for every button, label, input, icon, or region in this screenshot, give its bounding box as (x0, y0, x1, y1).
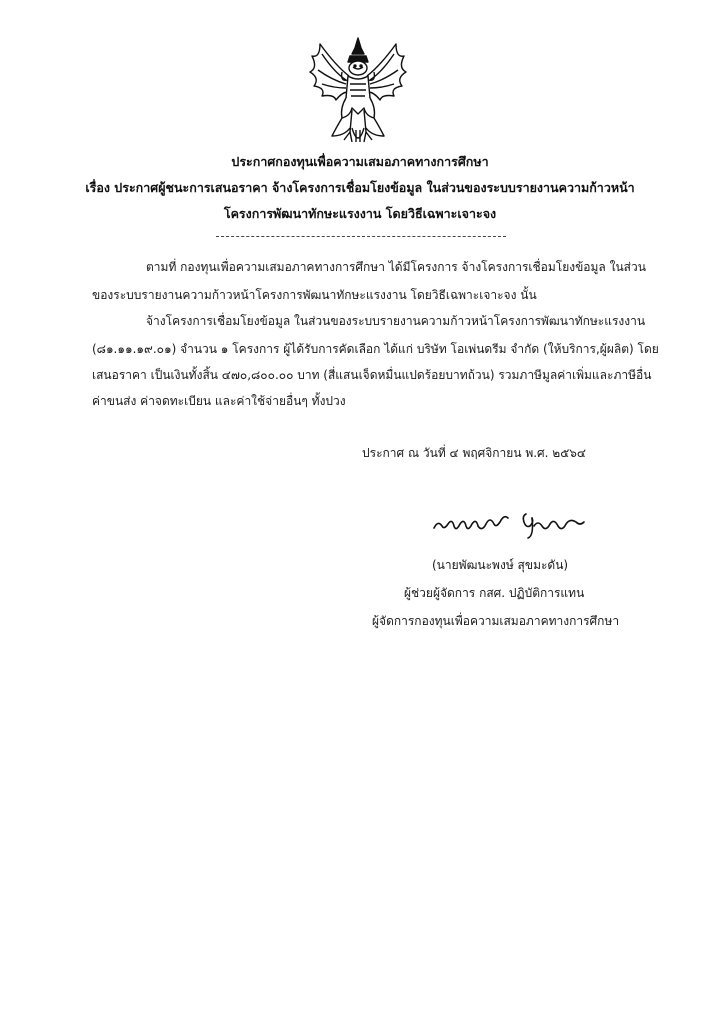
garuda-emblem-icon (306, 36, 410, 148)
handwritten-signature (430, 506, 590, 540)
paragraph-2-line-1: จ้างโครงการเชื่อมโยงข้อมูล ในส่วนของระบบรายงานความก้าวหน้าโครงการพัฒนาทักษะแรงงาน (146, 314, 646, 328)
announcement-date: ประกาศ ณ วันที่ ๔ พฤศจิกายน พ.ศ. ๒๕๖๔ (362, 446, 586, 460)
divider (216, 236, 506, 237)
paragraph-2-line-3: เสนอราคา เป็นเงินทั้งสิ้น ๔๗๐,๘๐๐.๐๐ บาท (สี่แสนเจ็ดหมื่นแปดร้อยบาทถ้วน) รวมภาษีมูลค่าเพิ่มและภาษีอื่น (92, 368, 652, 382)
announcement-subject: เรื่อง ประกาศผู้ชนะการเสนอราคา จ้างโครงการเชื่อมโยงข้อมูล ในส่วนของระบบรายงานความก้าวหน้า (85, 180, 635, 195)
paragraph-1-line-1: ตามที่ กองทุนเพื่อความเสมอภาคทางการศึกษา ได้มีโครงการ จ้างโครงการเชื่อมโยงข้อมูล ในส่วน (146, 260, 646, 274)
signatory-name: (นายพัฒนะพงษ์ สุขมะดัน) (432, 558, 569, 572)
signatory-position-line-1: ผู้ช่วยผู้จัดการ กสศ. ปฏิบัติการแทน (404, 586, 585, 600)
paragraph-2-line-2: (๘๑.๑๑.๑๙.๐๑) จำนวน ๑ โครงการ ผู้ได้รับการคัดเลือก ได้แก่ บริษัท โอเพ่นดรีม จำกัด (ให้บริการ,ผู้ผลิต) โดย (92, 342, 659, 356)
signatory-position-line-2: ผู้จัดการกองทุนเพื่อความเสมอภาคทางการศึกษา (372, 614, 620, 628)
paragraph-2-line-4: ค่าขนส่ง ค่าจดทะเบียน และค่าใช้จ่ายอื่นๆ ทั้งปวง (92, 394, 346, 408)
announcement-heading: ประกาศกองทุนเพื่อความเสมอภาคทางการศึกษา (231, 154, 489, 169)
paragraph-1-line-2: ของระบบรายงานความก้าวหน้าโครงการพัฒนาทักษะแรงงาน โดยวิธีเฉพาะเจาะจง นั้น (92, 288, 537, 302)
announcement-subject-continued: โครงการพัฒนาทักษะแรงงาน โดยวิธีเฉพาะเจาะจง (223, 206, 497, 221)
